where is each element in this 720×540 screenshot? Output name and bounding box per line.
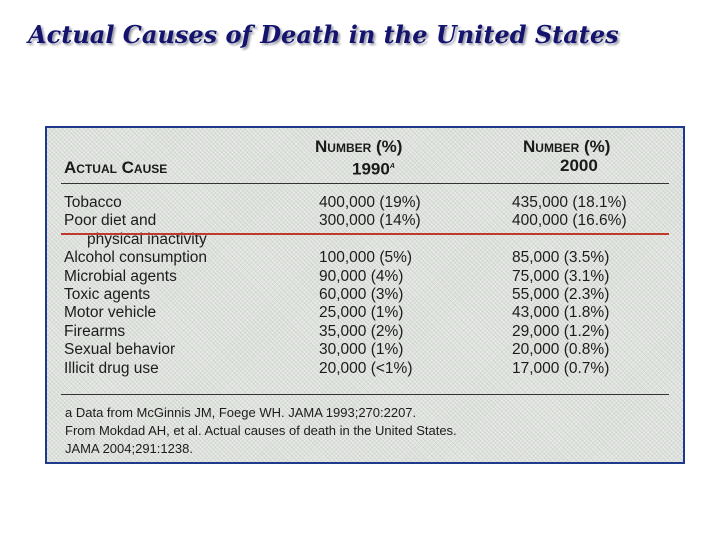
row-2000-value: 400,000 (16.6%) — [512, 212, 627, 230]
header-2000-number: Number (%) — [523, 137, 611, 156]
footnote-3: JAMA 2004;291:1238. — [65, 441, 193, 456]
row-1990-value: 400,000 (19%) — [319, 194, 421, 211]
row-1990-value: 35,000 (2%) — [319, 322, 404, 340]
row-1990-value: 25,000 (1%) — [319, 304, 404, 322]
header-1990-year-text: 1990 — [352, 159, 390, 179]
row-cause-continued: physical inactivity — [87, 230, 207, 248]
row-cause: Alcohol consumption — [64, 249, 208, 267]
row-cause: Illicit drug use — [64, 359, 159, 377]
row-2000-value: 43,000 (1.8%) — [512, 304, 610, 322]
row-cause: Poor diet and — [64, 212, 157, 230]
row-2000-value: 29,000 (1.2%) — [512, 322, 610, 340]
header-1990-year — [352, 157, 395, 178]
footer-rule — [61, 394, 669, 395]
row-1990-value: 100,000 (5%) — [319, 249, 413, 267]
row-2000-value: 75,000 (3.1%) — [512, 267, 610, 285]
row-2000-value: 435,000 (18.1%) — [512, 194, 627, 211]
footnote-1: a Data from McGinnis JM, Foege WH. JAMA 1993;270:2207. — [65, 405, 417, 420]
row-1990-value: 300,000 (14%) — [319, 212, 421, 230]
row-1990-value: 90,000 (4%) — [319, 267, 404, 285]
header-1990-footnote-marker: a — [389, 160, 395, 171]
row-2000-value: 85,000 (3.5%) — [512, 249, 610, 267]
header-actual-cause: Actual Cause — [64, 158, 168, 177]
row-1990-value: 30,000 (1%) — [319, 341, 404, 359]
slide-title: Actual Causes of Death in the United States — [28, 20, 619, 49]
row-cause: Firearms — [64, 322, 126, 340]
highlight-underline — [61, 233, 669, 235]
row-cause: Sexual behavior — [64, 341, 176, 359]
header-2000-year: 2000 — [560, 156, 598, 175]
row-cause: Motor vehicle — [64, 304, 157, 322]
row-2000-value: 17,000 (0.7%) — [512, 359, 610, 377]
row-cause: Tobacco — [64, 194, 122, 211]
row-2000-value: 20,000 (0.8%) — [512, 341, 610, 359]
header-rule — [61, 183, 669, 184]
row-1990-value: 20,000 (<1%) — [319, 359, 413, 377]
row-cause: Toxic agents — [64, 286, 151, 303]
row-1990-value: 60,000 (3%) — [319, 286, 404, 303]
row-cause: Microbial agents — [64, 267, 177, 285]
row-2000-value: 55,000 (2.3%) — [512, 286, 610, 303]
causes-of-death-table — [45, 126, 685, 464]
footnote-2: From Mokdad AH, et al. Actual causes of death in the United States. — [65, 423, 457, 438]
header-1990-number: Number (%) — [315, 137, 403, 156]
